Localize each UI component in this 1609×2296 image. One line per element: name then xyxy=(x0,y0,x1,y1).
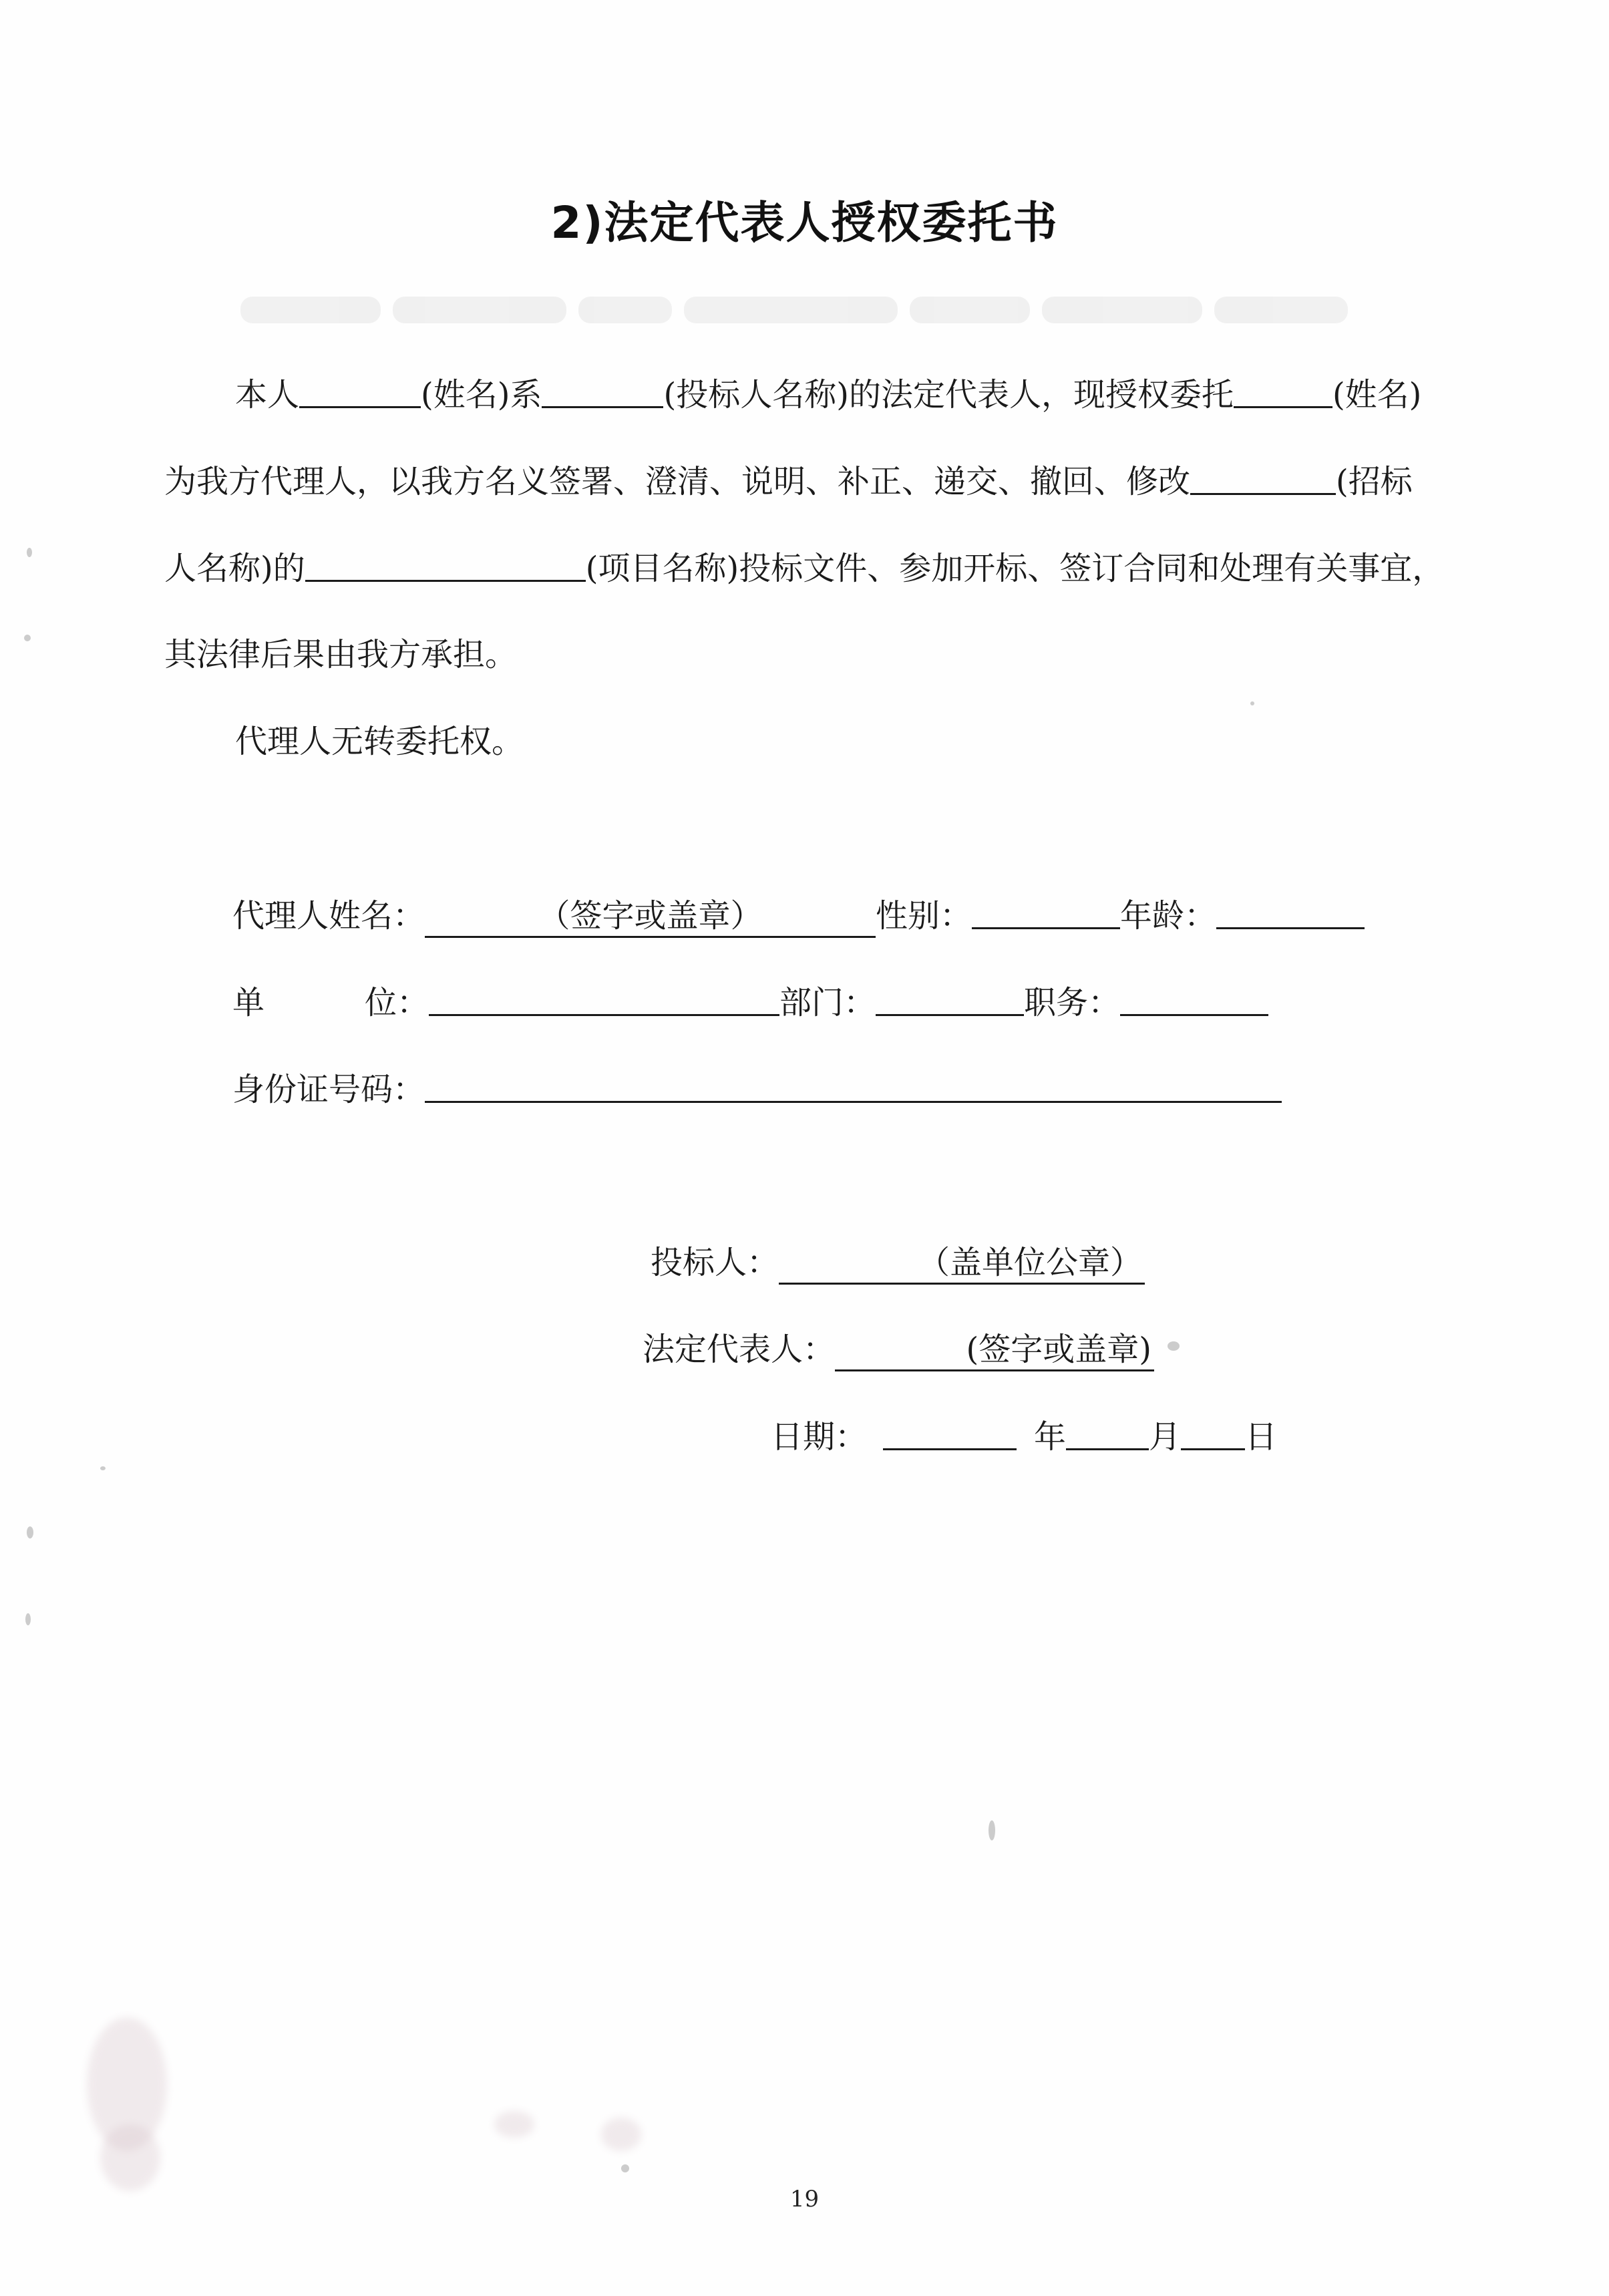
unit-blank[interactable] xyxy=(429,985,779,1016)
scan-smudge xyxy=(494,2111,534,2138)
principal-name-blank[interactable] xyxy=(299,377,421,408)
paragraph-1-line-1: 本人 (姓名)系 (投标人名称)的法定代表人，现授权委托 (姓名) xyxy=(235,376,1422,414)
scan-smudge xyxy=(100,2124,160,2191)
department-blank[interactable] xyxy=(876,985,1024,1016)
scan-speck xyxy=(27,548,32,557)
month-blank[interactable] xyxy=(1066,1419,1149,1450)
paragraph-1-line-3: 人名称)的 (项目名称)投标文件、参加开标、签订合同和处理有关事宜， xyxy=(164,550,1445,587)
legal-rep-signature-field[interactable]: (签字或盖章) xyxy=(835,1329,1154,1371)
gender-blank[interactable] xyxy=(972,898,1120,929)
position-blank[interactable] xyxy=(1120,985,1268,1016)
paragraph-2: 代理人无转委托权。 xyxy=(235,723,524,760)
scan-speck xyxy=(989,1820,995,1840)
year-blank[interactable] xyxy=(883,1419,1017,1450)
id-number-row: 身份证号码： xyxy=(232,1069,1282,1110)
unit-row: 单 位： 部门： 职务： xyxy=(232,982,1268,1023)
scan-speck xyxy=(27,1526,33,1538)
day-blank[interactable] xyxy=(1181,1419,1245,1450)
agent-signature-field[interactable]: （签字或盖章） xyxy=(425,896,876,938)
id-number-blank[interactable] xyxy=(425,1072,1282,1103)
agent-name-blank[interactable] xyxy=(1234,377,1332,408)
scan-speck xyxy=(25,1613,31,1625)
date-row: 日期： 年 月 日 xyxy=(771,1418,1278,1456)
paragraph-1-line-2: 为我方代理人，以我方名义签署、澄清、说明、补正、递交、撤回、修改 (招标 xyxy=(164,463,1413,500)
legal-rep-row: 法定代表人： (签字或盖章) xyxy=(643,1329,1154,1371)
show-through-text xyxy=(240,287,1443,334)
scan-speck xyxy=(621,2164,629,2172)
paragraph-1-line-4: 其法律后果由我方承担。 xyxy=(164,636,518,673)
bidder-name-blank[interactable] xyxy=(542,377,663,408)
scan-speck xyxy=(1250,701,1254,705)
bidder-row: 投标人： （盖单位公章） xyxy=(651,1243,1145,1285)
scan-speck xyxy=(24,635,31,641)
document-title: 2)法定代表人授权委托书 xyxy=(550,197,1059,249)
scan-speck xyxy=(100,1466,106,1470)
scan-speck xyxy=(1168,1341,1180,1351)
agent-name-row: 代理人姓名： （签字或盖章） 性别： 年龄： xyxy=(232,895,1365,938)
project-name-blank[interactable] xyxy=(305,550,586,582)
tenderer-name-blank[interactable] xyxy=(1190,464,1336,495)
page-number: 19 xyxy=(789,2186,820,2212)
age-blank[interactable] xyxy=(1216,898,1365,929)
scan-smudge xyxy=(601,2118,641,2151)
bidder-seal-field[interactable]: （盖单位公章） xyxy=(779,1243,1145,1285)
